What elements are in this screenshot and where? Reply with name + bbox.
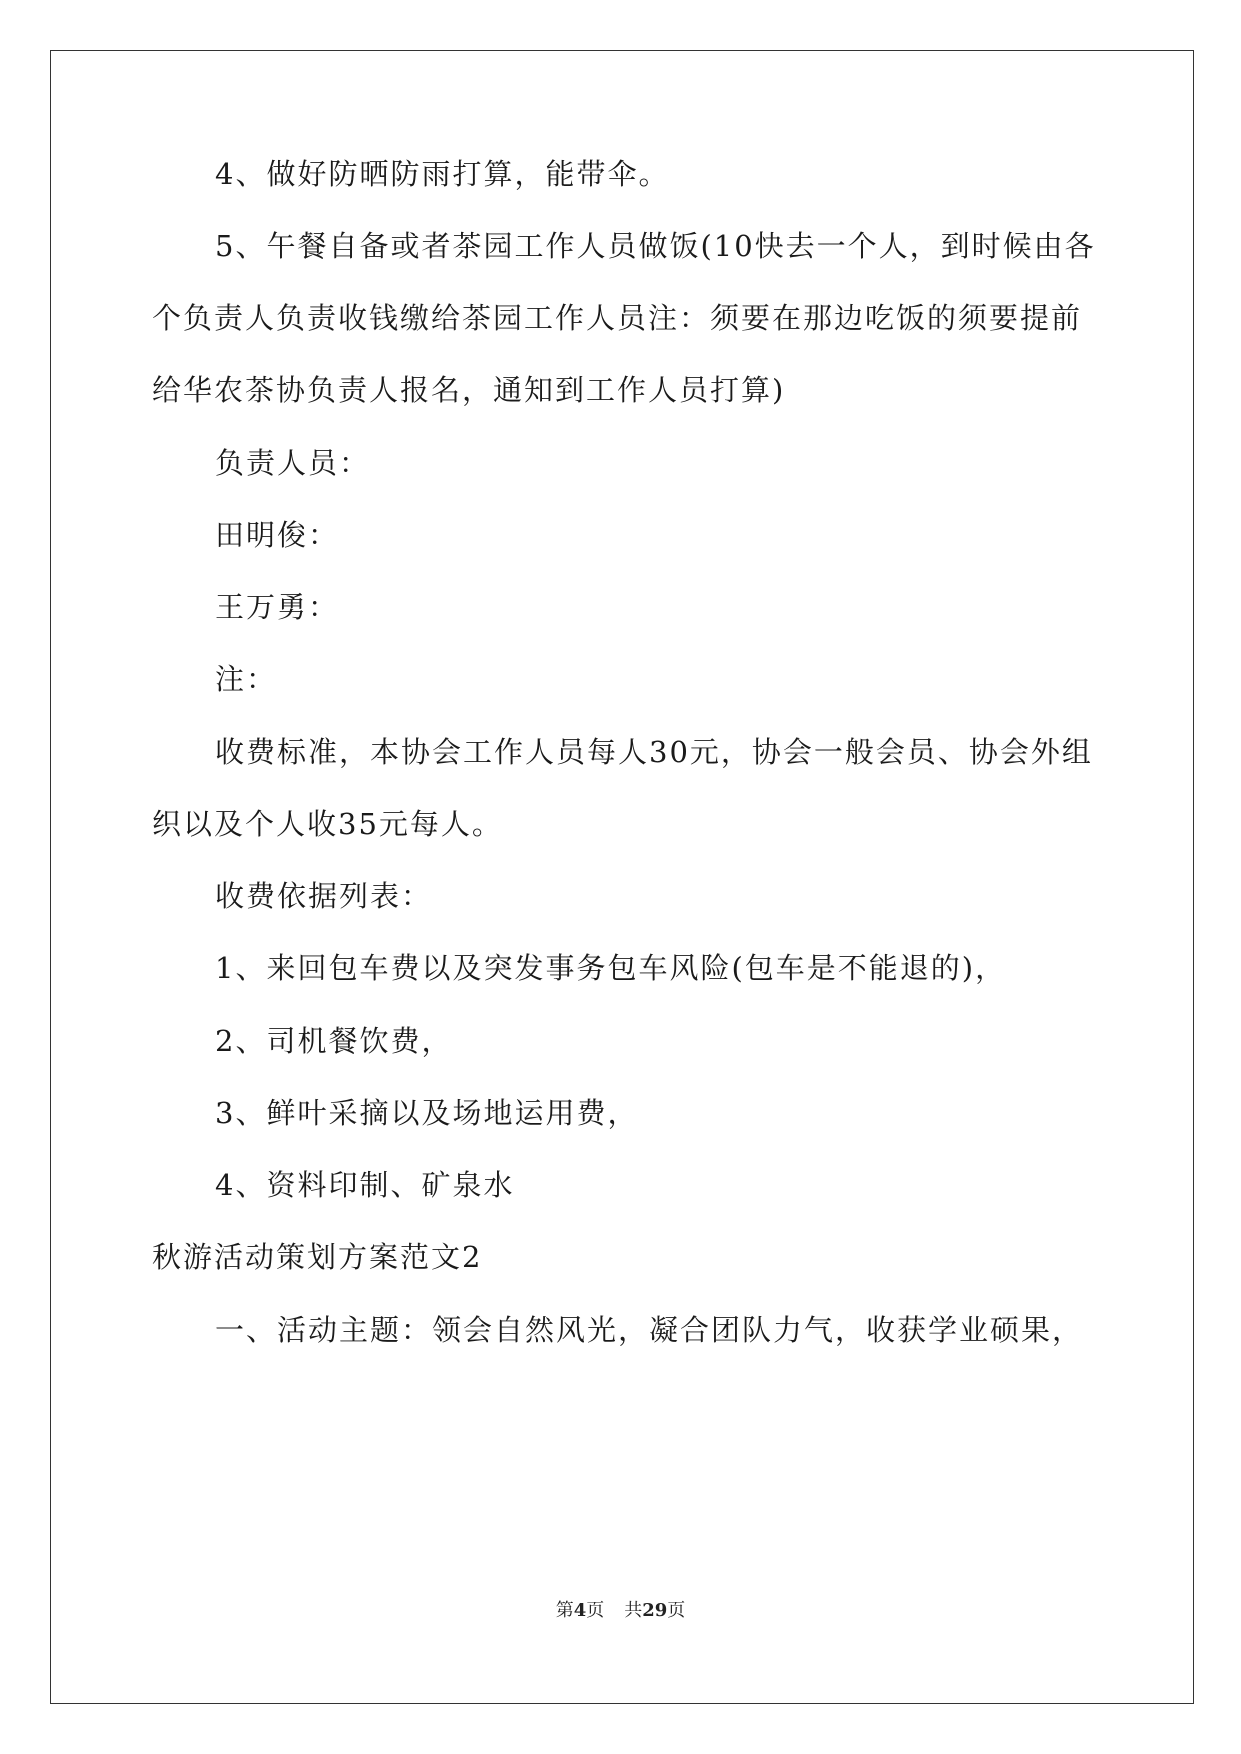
current-page-number: 4 — [573, 1600, 587, 1621]
section-heading: 秋游活动策划方案范文2 — [152, 1240, 483, 1274]
paragraph-line: 个负责人负责收钱缴给茶园工作人员注：须要在那边吃饭的须要提前 — [152, 301, 1083, 335]
paragraph-line: 4、做好防晒防雨打算，能带伞。 — [215, 157, 670, 191]
paragraph-line: 收费标准，本协会工作人员每人30元，协会一般会员、协会外组 — [215, 735, 1093, 769]
paragraph-line: 5、午餐自备或者茶园工作人员做饭(10快去一个人，到时候由各 — [215, 229, 1096, 263]
paragraph-line: 1、来回包车费以及突发事务包车风险(包车是不能退的)， — [215, 951, 1007, 985]
paragraph-line: 2、司机餐饮费， — [215, 1024, 453, 1058]
footer-total-prefix: 共 — [624, 1600, 643, 1621]
paragraph-line: 3、鲜叶采摘以及场地运用费， — [215, 1096, 639, 1130]
total-page-count: 29 — [642, 1600, 668, 1621]
page-footer — [0, 1599, 1241, 1623]
paragraph-line: 注： — [215, 662, 278, 696]
paragraph-line: 4、资料印制、矿泉水 — [215, 1168, 515, 1202]
footer-prefix: 第 — [555, 1600, 574, 1621]
paragraph-line: 王万勇： — [215, 590, 340, 624]
paragraph-line: 负责人员： — [215, 446, 371, 480]
paragraph-line: 田明俊： — [215, 518, 340, 552]
footer-page-suffix: 页 — [586, 1600, 605, 1621]
paragraph-line: 织以及个人收35元每人。 — [152, 807, 503, 841]
footer-total-suffix: 页 — [667, 1600, 686, 1621]
paragraph-line: 收费依据列表： — [215, 879, 433, 913]
paragraph-line: 一、活动主题：领会自然风光，凝合团队力气，收获学业硕果， — [215, 1313, 1084, 1347]
paragraph-line: 给华农茶协负责人报名，通知到工作人员打算) — [152, 373, 786, 407]
